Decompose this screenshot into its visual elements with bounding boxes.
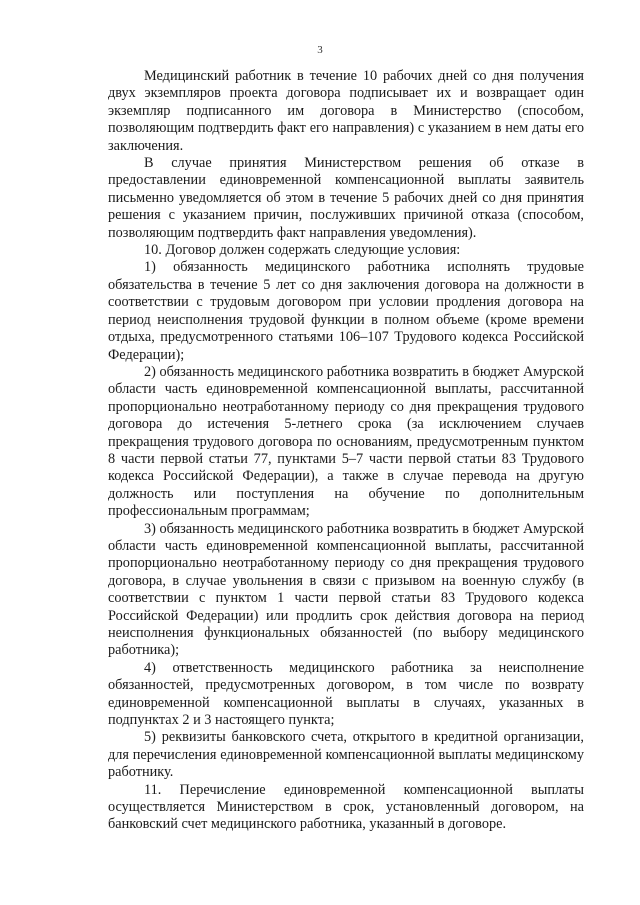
- paragraph-payment-transfer: 11. Перечисление единовременной компенсационной выплаты осуществляется Министерством в срок, установленный договором, на банковский счет медицинского работника, указанный в договоре.: [108, 781, 584, 833]
- paragraph-signing-procedure: Медицинский работник в течение 10 рабочих дней со дня получения двух экземпляров проекта договора подписывает их и возвращает один экземпляр подписанного им договора в Министерство (способом, позволяющим подтвердить факт его направления) с указанием в нем даты его заключения.: [108, 68, 584, 154]
- paragraph-condition-3: 3) обязанность медицинского работника возвратить в бюджет Амурской области часть единовременной компенсационной выплаты, рассчитанной пропорционально неотработанному периоду со дня прекращения трудового договора, в случае увольнения в связи с призывом на военную службу (в соответствии с пунктом 1 части первой статьи 83 Трудового кодекса Российской Федерации) или продлить срок действия договора на период неисполнения функциональных обязанностей (по выбору медицинского работника);: [108, 520, 584, 659]
- paragraph-condition-1: 1) обязанность медицинского работника исполнять трудовые обязательства в течение 5 лет со дня заключения договора на должности в соответствии с трудовым договором при условии продления договора на период неисполнения трудовой функции в полном объеме (кроме времени отдыха, предусмотренного статьями 106–107 Трудового кодекса Российской Федерации);: [108, 259, 584, 363]
- document-body: [108, 68, 584, 834]
- page-number: 3: [317, 44, 323, 56]
- paragraph-condition-5: 5) реквизиты банковского счета, открытого в кредитной организации, для перечисления единовременной компенсационной выплаты медицинскому работнику.: [108, 729, 584, 781]
- paragraph-refusal-notice: В случае принятия Министерством решения об отказе в предоставлении единовременной компенсационной выплаты заявитель письменно уведомляется об этом в течение 5 рабочих дней со дня принятия решения с указанием причин, послуживших причиной отказа (способом, позволяющим подтвердить факт направления уведомления).: [108, 155, 584, 241]
- paragraph-condition-2: 2) обязанность медицинского работника возвратить в бюджет Амурской области часть единовременной компенсационной выплаты, рассчитанной пропорционально неотработанному периоду со дня прекращения трудового договора до истечения 5-летнего срока (за исключением случаев прекращения трудового договора по основаниям, предусмотренным пунктом 8 части первой статьи 77, пунктами 5–7 части первой статьи 83 Трудового кодекса Российской Федерации), а также в случае перевода на другую должность или поступления на обучение по дополнительным профессиональным программам;: [108, 363, 584, 520]
- paragraph-condition-4: 4) ответственность медицинского работника за неисполнение обязанностей, предусмотренных договором, в том числе по возврату единовременной компенсационной выплаты в случаях, указанных в подпунктах 2 и 3 настоящего пункта;: [108, 659, 584, 729]
- paragraph-contract-conditions-heading: 10. Договор должен содержать следующие условия:: [144, 242, 461, 259]
